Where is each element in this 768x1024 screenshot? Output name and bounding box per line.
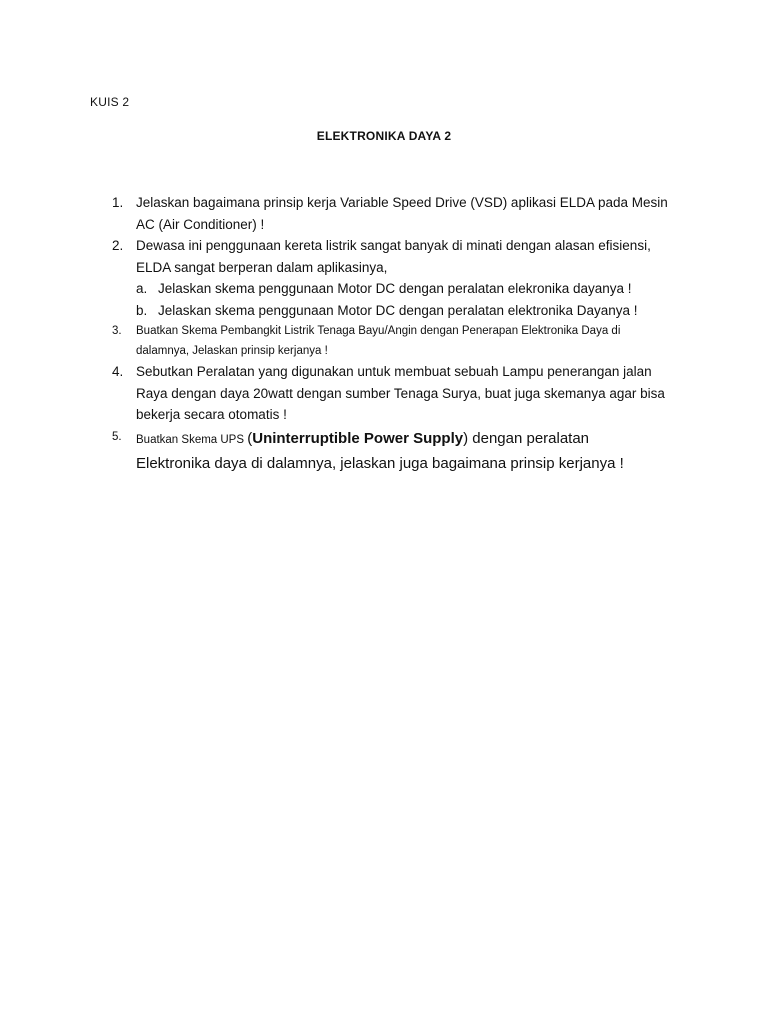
question-text: Sebutkan Peralatan yang digunakan untuk membuat sebuah Lampu penerangan jalan Raya dengan daya 20watt dengan sumber Tenaga Surya, buat juga skemanya agar bisa bekerja secara otomatis ! (136, 364, 665, 422)
question-number: 4. (112, 364, 124, 379)
question-number: 3. (112, 325, 122, 337)
question-item-3 (0, 321, 672, 361)
paren-open: ( (247, 429, 253, 447)
question-text: Dewasa ini penggunaan kereta listrik sangat banyak di minati dengan alasan efisiensi, ELDA sangat berperan dalam aplikasinya, (136, 238, 651, 275)
question-number: 2. (112, 238, 124, 253)
quiz-label: KUIS 2 (90, 95, 130, 109)
question-list (0, 192, 768, 477)
question-number: 1. (112, 195, 124, 210)
question-text-line2: Elektronika daya di dalamnya, jelaskan juga bagaimana prinsip kerjanya ! (136, 454, 624, 472)
question-item-2 (0, 235, 672, 278)
question-item-4 (0, 361, 672, 426)
sub-question-a (0, 278, 678, 300)
document-title: ELEKTRONIKA DAYA 2 (316, 129, 452, 143)
question-text: Buatkan Skema Pembangkit Listrik Tenaga Bayu/Angin dengan Penerapan Elektronika Daya di dalamnya, Jelaskan prinsip kerjanya ! (136, 325, 621, 357)
ups-expansion: Uninterruptible Power Supply (252, 429, 464, 447)
sub-question-b (0, 300, 678, 322)
sub-question-text: Jelaskan skema penggunaan Motor DC dengan peralatan elektronika Dayanya ! (158, 302, 638, 318)
sub-question-text: Jelaskan skema penggunaan Motor DC dengan peralatan elekronika dayanya ! (158, 281, 632, 296)
question-number: 5. (112, 430, 122, 443)
question-text-part: ) dengan peralatan (463, 429, 590, 447)
question-text-part: Buatkan Skema UPS (136, 433, 248, 446)
sub-question-label: b. (136, 302, 148, 318)
sub-question-label: a. (136, 281, 148, 296)
question-item-5 (0, 428, 696, 477)
question-item-1 (0, 192, 672, 235)
question-text: Jelaskan bagaimana prinsip kerja Variable Speed Drive (VSD) aplikasi ELDA pada Mesin AC (Air Conditioner) ! (136, 195, 668, 232)
